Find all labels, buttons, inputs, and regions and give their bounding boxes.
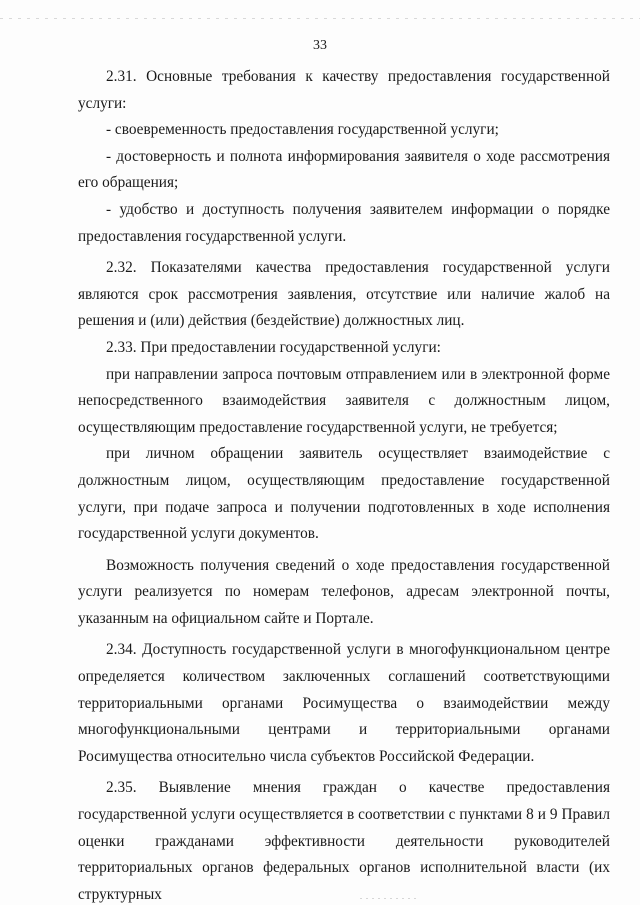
paragraph-2-32: 2.32. Показателями качества предоставления государственной услуги являются срок рассмотрения заявления, отсутствие или наличие жалоб на решения и (или) действия (бездействие) должностных лиц. <box>78 259 610 330</box>
paragraph-personal-visit: при личном обращении заявитель осуществляет взаимодействие с должностным лицом, осуществляющим предоставление государственной услуги, при подаче запроса и получении подготовленных в ходе исполнения государственной услуги документов. <box>78 445 610 543</box>
paragraph-2-35: 2.35. Выявление мнения граждан о качестве предоставления государственной услуги осуществляется в соответствии с пунктами 8 и 9 Правил оценки гражданами эффективности деятельности руководителей территориальных органов федеральных органов исполнительной власти (их структурных <box>78 779 610 903</box>
scan-artifact-bottom <box>360 898 420 899</box>
paragraph-2-31: 2.31. Основные требования к качеству предоставления государственной услуги: <box>78 68 610 112</box>
list-item-convenience: - удобство и доступность получения заявителем информации о порядке предоставления государственной услуги. <box>78 200 610 245</box>
paragraph-2-33: 2.33. При предоставлении государственной услуги: <box>106 338 441 356</box>
paragraph-status-info: Возможность получения сведений о ходе предоставления государственной услуги реализуется по номерам телефонов, адресам электронной почты, указанным на официальном сайте и Портале. <box>78 556 610 627</box>
paragraph-2-34: 2.34. Доступность государственной услуги в многофункциональном центре определяется количеством заключенных соглашений соответствующими территориальными органами Росимущества о взаимодействии между многофункциональными центрами и территориальными органами Росимущества относительно числа субъектов Российской Федерации. <box>78 641 610 765</box>
paragraph-mail-request: при направлении запроса почтовым отправлением или в электронной форме непосредственного взаимодействия заявителя с должностным лицом, осуществляющим предоставление государственной услуги, не требуется; <box>78 365 610 436</box>
list-item-timeliness: - своевременность предоставления государственной услуги; <box>106 121 499 139</box>
scan-artifact-top <box>0 18 640 19</box>
page-number: 33 <box>313 38 327 53</box>
list-item-reliability: - достоверность и полнота информирования заявителя о ходе рассмотрения его обращения; <box>78 147 610 192</box>
document-body <box>78 64 610 908</box>
